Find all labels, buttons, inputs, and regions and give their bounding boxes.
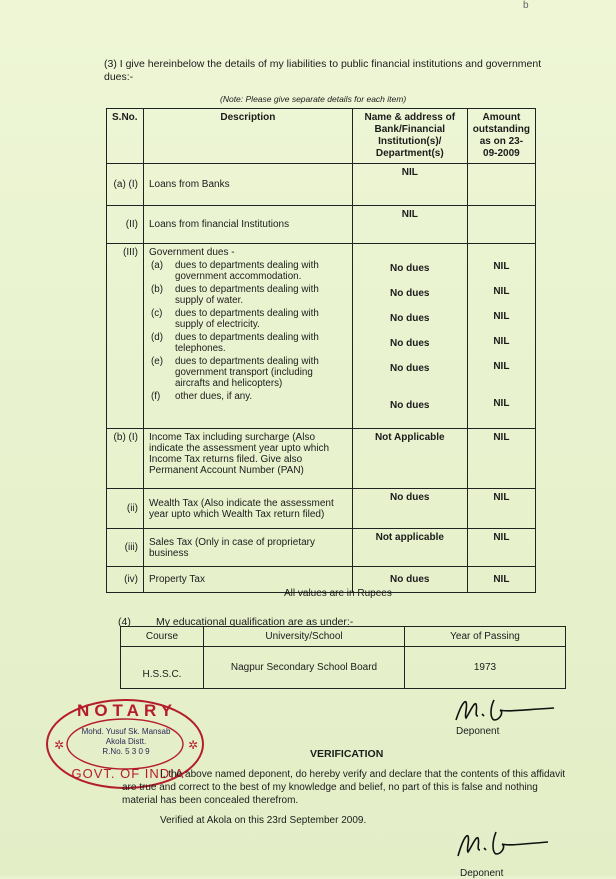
- row-description: Property Tax: [144, 567, 353, 593]
- row-amount: NIL NIL NIL NIL NIL NIL: [467, 244, 535, 429]
- table-header-row: [107, 109, 536, 164]
- stamp-bottom: GOVT. OF INDIA: [71, 766, 185, 781]
- row-amount: NIL: [467, 567, 535, 593]
- list-item: (c) dues to departments dealing with supply of electricity.: [151, 308, 319, 330]
- row-bank: Not applicable: [352, 529, 467, 567]
- verification-title: VERIFICATION: [310, 748, 384, 760]
- verification-body: I, the above named deponent, do hereby verify and declare that the contents of this affidavit are true and correct to the best of my knowledge and belief, no part of this is false and nothing material has been concealed therefrom.: [122, 769, 566, 806]
- course-cell: H.S.S.C.: [121, 647, 204, 689]
- row-bank: NIL: [352, 164, 467, 206]
- education-heading: (4) My educational qualification are as under:-: [118, 616, 354, 628]
- list-item: (d) dues to departments dealing with telephones.: [151, 332, 319, 354]
- row-bank: No dues: [352, 489, 467, 529]
- row-sno: (b) (I): [107, 429, 144, 489]
- deponent-label: Deponent: [456, 726, 500, 737]
- row-description: Loans from financial Institutions: [144, 206, 353, 244]
- row-amount: NIL: [467, 489, 535, 529]
- table-note: (Note: Please give separate details for each item): [220, 94, 407, 104]
- table-row-government-dues: [107, 244, 536, 429]
- row-sno: (iv): [107, 567, 144, 593]
- row-bank: No dues: [352, 567, 467, 593]
- row-bank: No dues No dues No dues No dues No dues No dues: [352, 244, 467, 429]
- table-row: [107, 529, 536, 567]
- liabilities-intro: (3) I give hereinbelow the details of my liabilities to public financial institutions and government dues:-: [104, 58, 542, 83]
- row-sno: (a) (I): [107, 164, 144, 206]
- row-sno: (III): [107, 244, 144, 429]
- row-description: [144, 244, 353, 429]
- stamp-title: NOTARY: [77, 701, 177, 720]
- list-item: (b) dues to departments dealing with supply of water.: [151, 284, 319, 306]
- verification-place-date: Verified at Akola on this 23rd September 2009.: [160, 815, 367, 826]
- header-university: University/School: [204, 627, 405, 647]
- row-amount: [467, 164, 535, 206]
- list-item: (a) dues to departments dealing with government accommodation.: [151, 260, 319, 282]
- education-header-row: [121, 627, 566, 647]
- row-bank: NIL: [352, 206, 467, 244]
- row-description: Income Tax including surcharge (Also indicate the assessment year upto which Income Tax returns filed. Give also Permanent Account Number (PAN): [144, 429, 353, 489]
- university-cell: Nagpur Secondary School Board: [204, 647, 405, 689]
- row-amount: [467, 206, 535, 244]
- table-row: [107, 164, 536, 206]
- stamp-reg: R.No. 5 3 0 9: [102, 747, 150, 756]
- page-mark: b: [523, 0, 529, 11]
- deponent-signature-2: [452, 826, 552, 862]
- row-amount: NIL: [467, 429, 535, 489]
- table-row: [107, 429, 536, 489]
- row-bank: Not Applicable: [352, 429, 467, 489]
- row-sno: (II): [107, 206, 144, 244]
- deponent-label-2: Deponent: [460, 868, 504, 879]
- row-description: Loans from Banks: [144, 164, 353, 206]
- liabilities-table: [106, 108, 536, 593]
- table-row: [107, 489, 536, 529]
- stamp-district: Akola Distt.: [105, 737, 147, 746]
- education-table: [120, 626, 566, 689]
- row-description: Wealth Tax (Also indicate the assessment year upto which Wealth Tax return filed): [144, 489, 353, 529]
- svg-text:✲: ✲: [188, 738, 199, 752]
- table-row: [121, 647, 566, 689]
- deponent-signature: [450, 694, 560, 728]
- stamp-name: Mohd. Yusuf Sk. Mansab: [81, 727, 171, 736]
- list-item: (e) dues to departments dealing with government transport (including aircrafts and helicopters): [151, 356, 319, 389]
- header-description: Description: [144, 109, 353, 164]
- svg-text:✲: ✲: [54, 738, 65, 752]
- header-bank: Name & address of Bank/Financial Institution(s)/ Department(s): [352, 109, 467, 164]
- currency-footnote: All values are in Rupees: [284, 588, 392, 599]
- row-sno: (iii): [107, 529, 144, 567]
- header-year: Year of Passing: [405, 627, 566, 647]
- row-description: Sales Tax (Only in case of proprietary business: [144, 529, 353, 567]
- header-amount: Amount outstanding as on 23-09-2009: [467, 109, 535, 164]
- table-row: [107, 206, 536, 244]
- list-item: (f) other dues, if any.: [151, 391, 253, 402]
- header-course: Course: [121, 627, 204, 647]
- row-amount: NIL: [467, 529, 535, 567]
- row-sno: (ii): [107, 489, 144, 529]
- header-sno: S.No.: [107, 109, 144, 164]
- year-cell: 1973: [405, 647, 566, 689]
- government-dues-heading: Government dues -: [149, 247, 235, 258]
- government-dues-list: [149, 260, 347, 402]
